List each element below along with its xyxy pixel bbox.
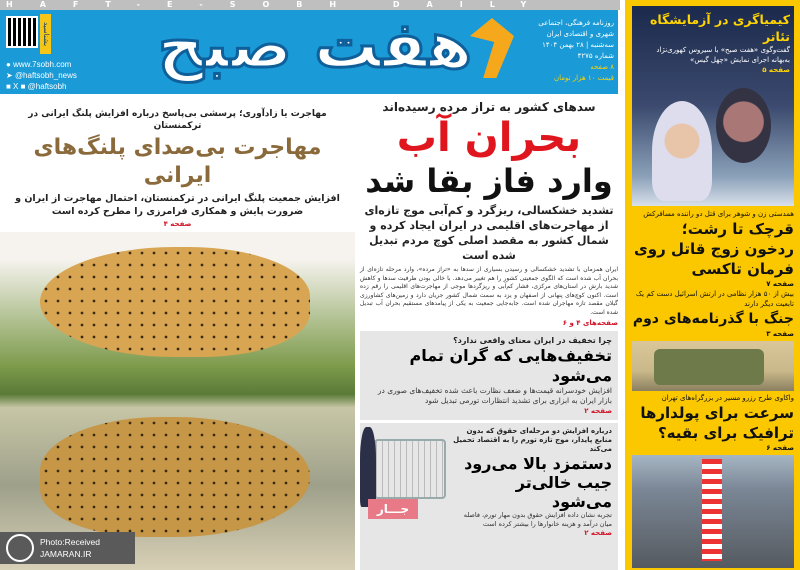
poster-woman-figure — [652, 101, 712, 201]
main-headline-black[interactable]: وارد فاز بقا شد — [365, 162, 613, 200]
center-column — [360, 100, 618, 570]
theater-page-ref: صفحه ۵ — [762, 66, 790, 74]
traffic-kicker: واکاوی طرح رزرو مسیر در بزرگراه‌های تهران — [661, 394, 794, 402]
leopard-reflection — [40, 417, 310, 537]
theater-headline[interactable]: کیمیاگری در آزمایشگاه تئاتر — [649, 12, 790, 44]
humvee-figure — [654, 349, 764, 385]
main-deck: تشدید خشکسالی، ریزگرد و کم‌آبی موج تازه‌ای از مهاجرت‌های اقلیمی در ایران ایجاد کرده و شمال کشور به مقصد اصلی کوچ مردم تبدیل شده است — [364, 204, 614, 262]
telegram-text: @haftsobh_news — [14, 71, 77, 80]
main-page-ref: صفحه‌های ۴ و ۶ — [562, 319, 618, 327]
social-link[interactable]: ■ X ■ @haftsobh — [6, 82, 67, 91]
shopper-figure — [360, 427, 376, 507]
poster-man-figure — [716, 88, 771, 163]
discount-deck: افزایش خودسرانه قیمت‌ها و ضعف نظارت باعث شده تخفیف‌های صوری در بازار ایران به ابزاری برای تشدید انتظارات تورمی تبدیل شود — [377, 386, 612, 405]
page-count: ۸ صفحه — [590, 63, 614, 71]
wage-deck: تجربه نشان داده افزایش حقوق بدون مهار تورم، فاصله میان درآمد و هزینه خانوارها را بیشتر کرده است — [463, 511, 612, 528]
credit-line: Photo:Received — [40, 537, 101, 547]
theater-poster-photo[interactable] — [632, 6, 794, 206]
passport-kicker: بیش از ۵۰ هزار نظامی در ارتش اسرائیل دست کم یک تابعیت دیگر دارند — [635, 290, 794, 308]
info-line: شهری و اقتصادی ایران — [546, 30, 614, 38]
newspaper-logo: هفت صبح — [157, 9, 473, 83]
left-column — [0, 108, 355, 570]
highway-photo — [632, 455, 794, 568]
traffic-headline[interactable]: سرعت برای پولدارها ترافیک برای بقیه؟ — [640, 404, 794, 442]
jar-stamp: جـــار — [368, 499, 418, 519]
strip-text: HAFT-E-SOBH DAILY — [6, 0, 554, 9]
wage-story[interactable] — [360, 423, 618, 570]
discount-headline: تخفیف‌هایی که گران تمام می‌شود — [409, 346, 612, 385]
credit-source: JAMARAN.IR — [40, 549, 92, 559]
issue-number: شماره ۴۲۷۵ — [577, 52, 614, 60]
main-headline-red[interactable]: بحران آب — [396, 115, 582, 161]
left-kicker: مهاجرت یا زادآوری؛ پرسشی بی‌پاسخ درباره افزایش پلنگ ایرانی در ترکمنستان — [28, 109, 327, 131]
discount-kicker: چرا تخفیف در ایران معنای واقعی ندارد؟ — [453, 336, 612, 345]
left-page-ref: صفحه ۴ — [163, 220, 192, 228]
left-headline[interactable]: مهاجرت بی‌صدای پلنگ‌های ایرانی — [33, 135, 322, 188]
main-kicker: سدهای کشور به تراز مرده رسیده‌اند — [382, 100, 596, 114]
shopping-cart-photo — [360, 427, 448, 519]
passport-page-ref: صفحه ۳ — [766, 330, 794, 338]
website-link[interactable]: ● www.7sobh.com — [6, 60, 72, 69]
issue-info — [528, 18, 614, 84]
traffic-page-ref: صفحه ۶ — [766, 444, 794, 452]
passport-headline[interactable]: جنگ با گذرنامه‌های دوم — [632, 311, 794, 327]
discount-page-ref: صفحه ۲ — [584, 407, 612, 415]
qr-code-icon — [6, 16, 38, 48]
highway-barrier — [702, 459, 722, 561]
wage-headline-2: جیب خالی‌تر می‌شود — [515, 473, 612, 511]
qr-badge: بشناسید — [40, 14, 51, 54]
main-body: ایران همزمان با تشدید خشکسالی و رسیدن بسیاری از سدها به «تراز مرده»، وارد مرحله تازه‌ای از بحران آب شده است که الگوی جمعیتی کشور را هم تغییر می‌دهد. با خالی بودن ظرفیت سدها و کاهش شدید بارش در استان‌های مرکزی، فشار کم‌آبی و ریزگردها موجی از مهاجرت‌های اقلیمی را رقم زده است. اکنون کوچ‌های پنهانی از اصفهان و یزد به سمت شمال کشور جریان دارد و زمین‌های کشاورزی گیلان مقصد تازه مهاجران شده است. جابه‌جایی جمعیت به یکی از پیامدهای مستقیم بحران آب تبدیل شده است. — [360, 266, 618, 316]
wage-kicker: درباره افزایش دو مرحله‌ای حقوق که بدون منابع پایدار، موج تازه تورم را به اقتصاد تحمیل می‌کند — [453, 427, 612, 453]
military-vehicle-photo — [632, 341, 794, 391]
shopping-cart — [374, 439, 446, 499]
murder-page-ref: صفحه ۷ — [766, 280, 794, 288]
price: قیمت ۱۰ هزار تومان — [553, 74, 614, 82]
sidebar-column — [632, 6, 794, 568]
leopard-figure — [40, 247, 310, 357]
murder-kicker: همدستی زن و شوهر برای قتل دو راننده مسافرکش — [643, 210, 794, 218]
theater-deck: گفت‌وگوی «هفت صبح» با سیروس کهوری‌نژاد به‌بهانه اجرای نمایش «چهل گیس» — [656, 46, 790, 64]
discount-story[interactable] — [360, 331, 618, 420]
telegram-link[interactable]: ➤ @haftsobh_news — [6, 71, 77, 80]
issue-date: سه‌شنبه | ۲۸ بهمن ۱۴۰۴ — [542, 41, 614, 49]
info-line: روزنامه فرهنگی، اجتماعی — [538, 19, 614, 27]
jamaran-logo-icon — [6, 534, 34, 562]
wage-page-ref: صفحه ۲ — [584, 529, 612, 537]
leopard-photo — [0, 232, 355, 570]
left-deck: افزایش جمعیت پلنگ ایرانی در ترکمنستان، احتمال مهاجرت از ایران و ضرورت پایش و همکاری فرامرزی را مطرح کرده است — [15, 193, 340, 217]
wage-headline-1: دستمزد بالا می‌رود — [464, 454, 612, 473]
social-text: @haftsobh — [27, 82, 67, 91]
murder-headline[interactable]: قرچک تا رشت؛ ردخون زوج قاتل روی فرمان تاکسی — [634, 220, 794, 278]
website-text: www.7sobh.com — [13, 60, 72, 69]
